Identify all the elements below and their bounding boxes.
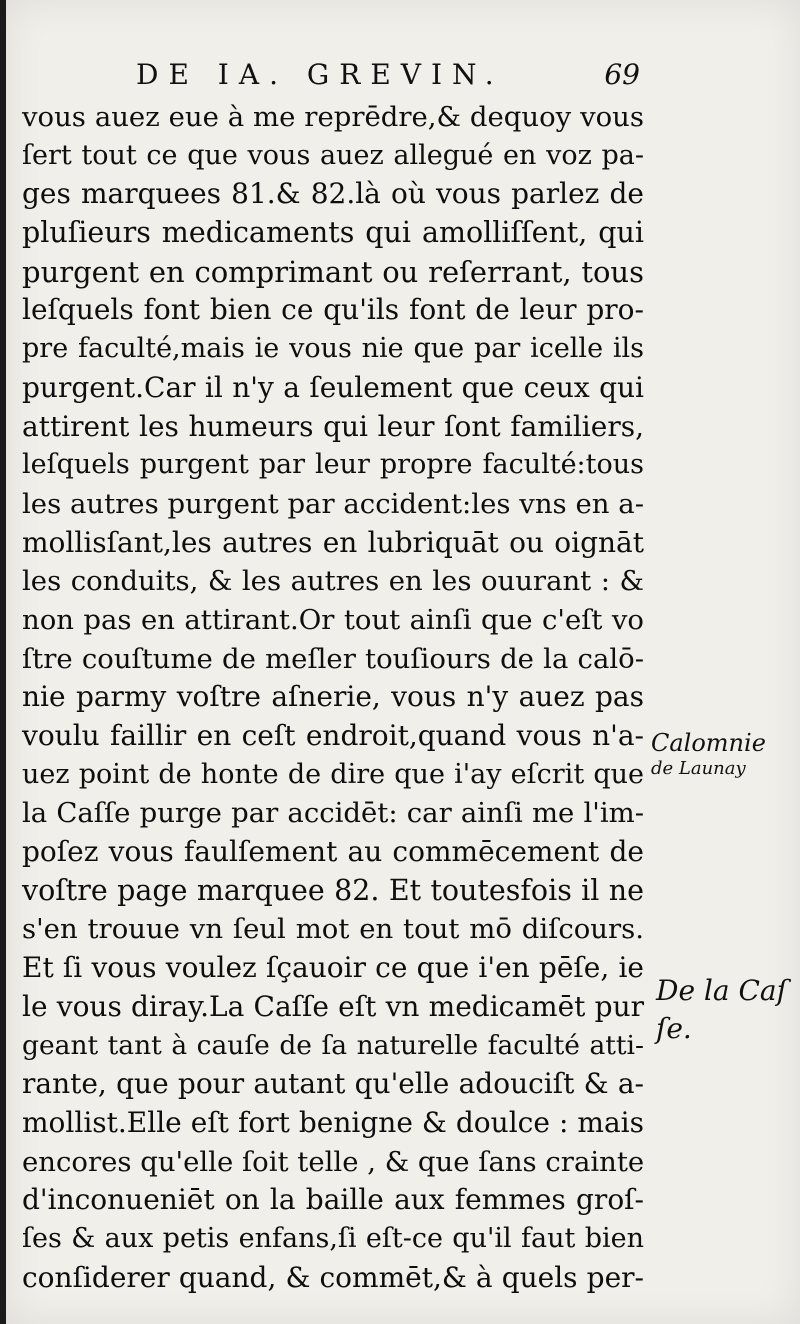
text-line: non pas en attirant.Or tout ainſi que c'eſt vo: [22, 603, 644, 636]
text-line: geant tant à cauſe de ſa naturelle faculté atti-: [22, 1029, 644, 1061]
text-line: ſtre couſtume de meſler touſiours de la calō-: [22, 642, 644, 675]
text-line: Et ſi vous voulez ſçauoir ce que i'en pēſe, ie: [22, 951, 644, 985]
text-line: pre faculté,mais ie vous nie que par icelle ils: [22, 333, 644, 365]
text-line: nie parmy voſtre aſnerie, vous n'y auez pas: [22, 680, 644, 714]
text-line: voulu faillir en ceſt endroit,quand vous n'a-: [22, 719, 644, 752]
text-line: mollisſant,les autres en lubriquāt ou oignāt: [22, 525, 644, 559]
text-line: la Caſſe purge par accidēt: car ainſi me l'im-: [22, 797, 644, 830]
margin-note-line: de Launay: [651, 758, 746, 779]
text-line: s'en trouue vn ſeul mot en tout mō diſcours.: [22, 913, 644, 946]
text-line: rante, que pour autant qu'elle adouciſt & a-: [22, 1067, 644, 1101]
text-line: poſez vous faulſement au commēcement de: [22, 835, 644, 869]
text-line: vous auez eue à me reprēdre,& dequoy vous: [22, 101, 644, 133]
running-head: DE IA. GREVIN.: [136, 58, 504, 91]
book-page: [6, 0, 800, 1324]
text-line: les autres purgent par accident:les vns en a-: [22, 487, 644, 520]
text-line: ges marquees 81.& 82.là où vous parlez de: [22, 177, 644, 211]
text-line: uez point de honte de dire que i'ay eſcrit que: [22, 758, 644, 790]
text-line: mollist.Elle eſt fort benigne & doulce : mais: [22, 1105, 644, 1139]
margin-note-casse: [656, 972, 787, 1048]
text-line: attirent les humeurs qui leur ſont familiers,: [22, 409, 644, 443]
margin-note-line: ſe.: [656, 1012, 692, 1045]
text-line: conſiderer quand, & commēt,& à quels per-: [22, 1260, 644, 1294]
text-line: leſquels purgent par leur propre faculté:tous: [22, 449, 644, 481]
margin-note-line: Calomnie: [651, 729, 766, 757]
text-line: purgent en comprimant ou reſerrant, tous: [22, 254, 644, 289]
body-text: [22, 98, 644, 1297]
margin-note-calomnie: [651, 730, 766, 782]
text-line: d'inconueniēt on la baille aux femmes groſ-: [22, 1183, 644, 1217]
page-header: [136, 58, 640, 98]
page-number: 69: [604, 58, 640, 91]
text-line: encores qu'elle ſoit telle , & que ſans crainte: [22, 1145, 645, 1178]
text-line: voſtre page marquee 82. Et toutesfois il ne: [22, 873, 644, 907]
text-line: pluſieurs medicaments qui amolliſſent, qui: [22, 216, 644, 250]
text-line: le vous diray.La Caſſe eſt vn medicamēt pur: [22, 989, 644, 1023]
text-line: leſquels font bien ce qu'ils font de leur pro-: [22, 293, 644, 327]
text-line: ſes & aux petis enfans,ſi eſt-ce qu'il faut bien: [22, 1222, 644, 1254]
text-line: ſert tout ce que vous auez allegué en voz pa-: [22, 139, 644, 171]
text-line: purgent.Car il n'y a ſeulement que ceux qui: [22, 370, 644, 404]
text-line: les conduits, & les autres en les ouurant : &: [22, 565, 644, 598]
margin-note-line: De la Caſ: [656, 974, 787, 1007]
